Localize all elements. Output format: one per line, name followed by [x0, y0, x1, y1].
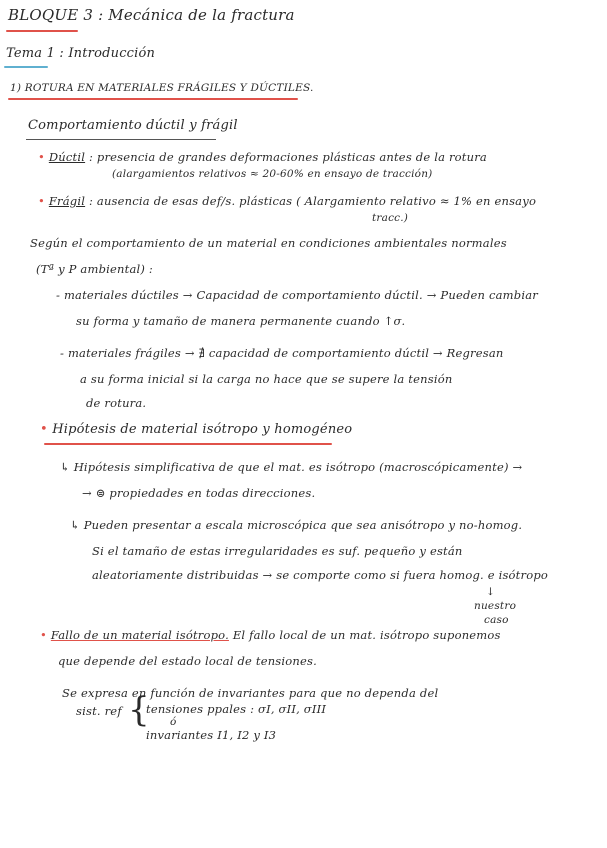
- fallo-line1: • Fallo de un material isótropo. El fallo local de un mat. isótropo suponemos: [40, 628, 501, 642]
- ductil-term: Dúctil: [48, 150, 86, 164]
- nuestro-caso-line2: caso: [484, 614, 509, 626]
- fragil-line1: : ausencia de esas def/s. plásticas ( Alargamiento relativo ≈ 1% en ensayo: [88, 194, 537, 208]
- bloque-label: BLOQUE 3: [8, 6, 94, 24]
- tema-underline: [4, 66, 48, 68]
- materiales-ductiles-line1: - materiales dúctiles → Capacidad de comportamiento dúctil. → Pueden cambiar: [56, 288, 538, 302]
- tema-name: Introducción: [68, 46, 156, 61]
- title-underline: [6, 30, 78, 32]
- hipotesis-line4: Si el tamaño de estas irregularidades es suf. pequeño y están: [92, 544, 463, 558]
- materiales-ductiles-line2: su forma y tamaño de manera permanente cuando ↑σ.: [76, 314, 406, 328]
- section-underline: [8, 98, 298, 100]
- curly-brace: {: [128, 690, 150, 730]
- fallo-line1-rest: El fallo local de un mat. isótropo suponemos: [232, 628, 501, 642]
- nuestro-caso-line1: nuestro: [474, 600, 517, 612]
- segun-line2: (Tª y P ambiental) :: [36, 262, 154, 276]
- materiales-fragiles-line2: a su forma inicial si la carga no hace que se supere la tensión: [80, 372, 453, 386]
- tema-heading: [6, 46, 155, 61]
- comportamiento-heading: Comportamiento dúctil y frágil: [28, 118, 238, 133]
- fallo-heading: Fallo de un material isótropo.: [50, 628, 229, 642]
- fragil-line2: tracc.): [372, 212, 409, 224]
- hipotesis-line1: ↳ Hipótesis simplificativa de que el mat. es isótropo (macroscópicamente) →: [60, 460, 523, 474]
- nuestro-caso-arrow: ↓: [486, 586, 495, 598]
- sistema-referencia: sist. ref: [76, 704, 122, 718]
- tema-label: Tema 1: [6, 46, 56, 61]
- fragil-definition: • Frágil : ausencia de esas def/s. plásticas ( Alargamiento relativo ≈ 1% en ensayo: [38, 194, 537, 208]
- hipotesis-line5: aleatoriamente distribuidas → se comporte como si fuera homog. e isótropo: [92, 568, 549, 582]
- comportamiento-underline: [26, 139, 216, 140]
- ductil-line2: (alargamientos relativos ≈ 20-60% en ensayo de tracción): [112, 168, 433, 180]
- fallo-line2: que depende del estado local de tensiones.: [58, 654, 317, 668]
- tensiones-principales: tensiones ppales : σI, σII, σIII: [146, 702, 327, 716]
- title-separator: :: [98, 6, 104, 24]
- page-title: [8, 6, 295, 24]
- materiales-fragiles-line3: de rotura.: [86, 396, 147, 410]
- section-heading: 1) ROTURA EN MATERIALES FRÁGILES Y DÚCTILES.: [10, 82, 314, 94]
- hipotesis-heading-text: Hipótesis de material isótropo y homogéneo: [52, 422, 353, 437]
- hipotesis-line3: ↳ Pueden presentar a escala microscópica que sea anisótropo y no-homog.: [70, 518, 523, 532]
- bloque-topic: Mecánica de la fractura: [108, 6, 295, 24]
- fallo-line3: Se expresa en función de invariantes para que no dependa del: [62, 686, 439, 700]
- ductil-definition: • Dúctil : presencia de grandes deformaciones plásticas antes de la rotura: [38, 150, 487, 164]
- ductil-line1: : presencia de grandes deformaciones plásticas antes de la rotura: [88, 150, 487, 164]
- materiales-fragiles-line1: - materiales frágiles → ∄ capacidad de comportamiento dúctil → Regresan: [60, 346, 504, 360]
- tema-separator: :: [59, 46, 64, 61]
- hipotesis-underline: [44, 443, 332, 445]
- hipotesis-line2: → ⊜ propiedades en todas direcciones.: [82, 486, 316, 500]
- hipotesis-heading: • Hipótesis de material isótropo y homogéneo: [40, 422, 353, 437]
- fragil-term: Frágil: [48, 194, 86, 208]
- segun-line1: Según el comportamiento de un material en condiciones ambientales normales: [30, 236, 507, 250]
- invariantes: invariantes I1, I2 y I3: [146, 728, 277, 742]
- o-connector: ó: [170, 716, 177, 728]
